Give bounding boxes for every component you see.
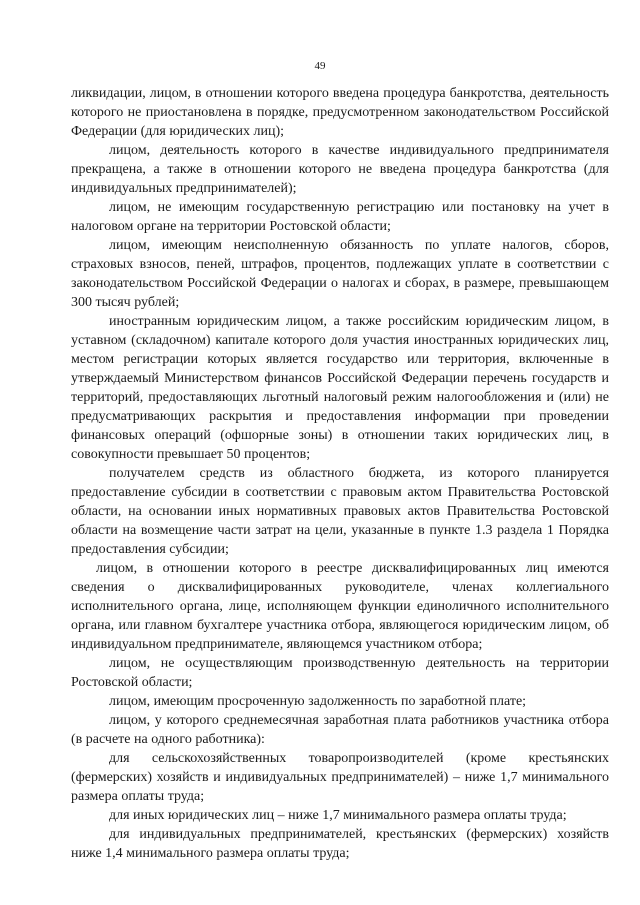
- document-body: [71, 84, 609, 863]
- paragraph-budget-recipient: получателем средств из областного бюджета, из которого планируется предоставление субсидии в соответствии с правовым актом Правительства Ростовской области, на основании иных нормативных правовых актов Правительства Ростовской области на возмещение части затрат на цели, указанные в пункте 1.3 раздела 1 Порядка предоставления субсидии;: [71, 466, 609, 557]
- paragraph-agricultural-producers: для сельскохозяйственных товаропроизводителей (кроме крестьянских (фермерских) хозяйств и индивидуальных предпринимателей) – ниже 1,7 минимального размера оплаты труда;: [71, 751, 609, 804]
- paragraph-liquidation: ликвидации, лицом, в отношении которого введена процедура банкротства, деятельность которого не приостановлена в порядке, предусмотренном законодательством Российской Федерации (для юридических лиц);: [71, 86, 609, 139]
- paragraph-production-activity: лицом, не осуществляющим производственную деятельность на территории Ростовской области;: [71, 656, 609, 690]
- paragraph-other-legal-entities: для иных юридических лиц – ниже 1,7 минимального размера оплаты труда;: [109, 808, 567, 823]
- paragraph-individual-entrepreneur: лицом, деятельность которого в качестве индивидуального предпринимателя прекращена, а также в отношении которого не введена процедура банкротства (для индивидуальных предпринимателей);: [71, 143, 609, 196]
- paragraph-state-registration: лицом, не имеющим государственную регистрацию или постановку на учет в налоговом органе на территории Ростовской области;: [71, 200, 609, 234]
- paragraph-wage-arrears: лицом, имеющим просроченную задолженность по заработной плате;: [109, 694, 527, 709]
- page-number: 49: [314, 60, 326, 72]
- paragraph-average-salary: лицом, у которого среднемесячная заработная плата работников участника отбора (в расчете на одного работника):: [71, 713, 609, 747]
- paragraph-individual-farms: для индивидуальных предпринимателей, крестьянских (фермерских) хозяйств ниже 1,4 минимального размера оплаты труда;: [71, 827, 609, 861]
- paragraph-foreign-entity: иностранным юридическим лицом, а также российским юридическим лицом, в уставном (складочном) капитале которого доля участия иностранных юридических лиц, местом регистрации которых является государство или территория, включенные в утверждаемый Министерством финансов Российской Федерации перечень государств и территорий, предоставляющих льготный налоговый режим налогообложения и (или) не предусматривающих раскрытия и предоставления информации при проведении финансовых операций (офшорные зоны) в отношении таких юридических лиц, в совокупности превышает 50 процентов;: [71, 314, 609, 462]
- paragraph-disqualified-persons: лицом, в отношении которого в реестре дисквалифицированных лиц имеются сведения о дисквалифицированных руководителе, членах коллегиального исполнительного органа, лице, исполняющем функции единоличного исполнительного органа, или главном бухгалтере участника отбора, являющегося юридическим лицом, об индивидуальном предпринимателе, являющемся участником отбора;: [71, 561, 609, 652]
- paragraph-tax-obligation: лицом, имеющим неисполненную обязанность по уплате налогов, сборов, страховых взносов, пеней, штрафов, процентов, подлежащих уплате в соответствии с законодательством Российской Федерации о налогах и сборах, в размере, превышающем 300 тысяч рублей;: [71, 238, 609, 310]
